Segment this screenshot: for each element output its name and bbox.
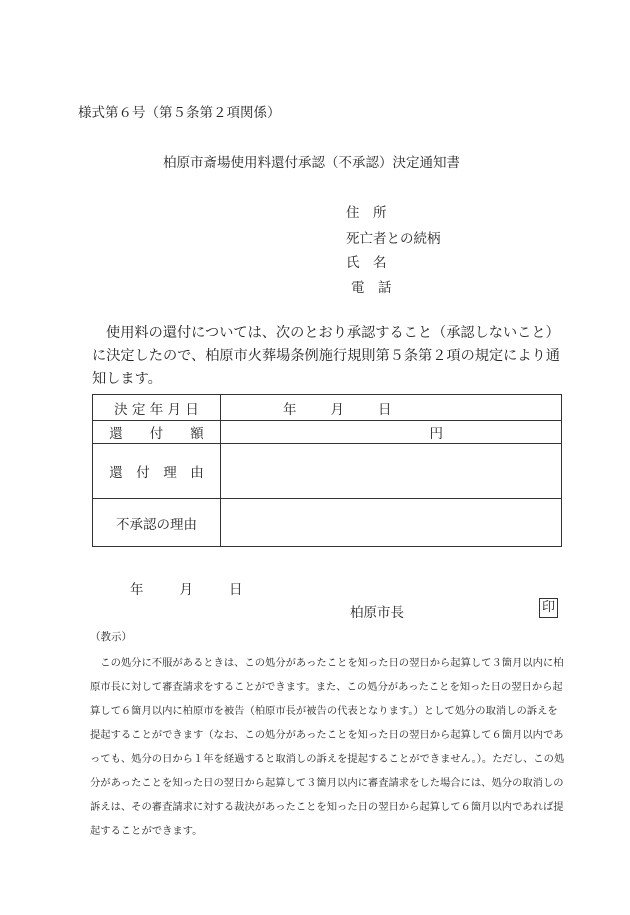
issue-date xyxy=(130,578,243,598)
name-label: 氏 名 xyxy=(346,255,387,271)
rejection-reason-label: 不承認の理由 xyxy=(93,499,221,547)
refund-reason-field[interactable] xyxy=(221,444,562,499)
rejection-reason-field[interactable] xyxy=(221,499,562,547)
decision-date-field[interactable] xyxy=(221,395,562,421)
issuer-name: 柏原市長 xyxy=(350,605,404,621)
issue-day-unit: 日 xyxy=(229,582,243,598)
document-title: 柏原市斎場使用料還付承認（不承認）決定通知書 xyxy=(163,155,460,171)
notice-heading: （教示） xyxy=(90,631,132,643)
yen-unit: 円 xyxy=(429,426,443,442)
table-row xyxy=(93,444,562,499)
table-row xyxy=(93,499,562,547)
issue-month-unit: 月 xyxy=(179,582,193,598)
amount-field[interactable] xyxy=(221,421,562,444)
table-row xyxy=(93,395,562,421)
year-unit: 年 xyxy=(283,401,297,418)
month-unit: 月 xyxy=(330,401,344,418)
relation-label: 死亡者との続柄 xyxy=(346,231,441,247)
table-row xyxy=(93,421,562,444)
decision-table xyxy=(92,394,562,547)
body-text: 使用料の還付については、次のとおり承認すること（承認しないこと）に決定したので、柏原市火葬場条例施行規則第５条第２項の規定により通知します。 xyxy=(92,325,560,387)
phone-label: 電 話 xyxy=(351,280,392,296)
notice-text: この処分に不服があるときは、この処分があったことを知った日の翌日から起算して３箇月以内に柏原市長に対して審査請求をすることができます。また、この処分があったことを知った日の翌日から起算して６箇月以内に柏原市を被告（柏原市長が被告の代表となります。）として処分の取消しの訴えを提起することができます（なお、この処分があったことを知った日の翌日から起算して６箇月以内であっても、処分の日から１年を経過すると取消しの訴えを提起することができません。）。ただし、この処分があったことを知った日の翌日から起算して３箇月以内に審査請求をした場合には、処分の取消しの訴えは、その審査請求に対する裁決があったことを知った日の翌日から起算して６箇月以内であれば提起することができます。 xyxy=(90,657,565,837)
refund-reason-label: 還 付 理 由 xyxy=(93,444,221,499)
seal-mark: 印 xyxy=(539,598,558,618)
issue-year-unit: 年 xyxy=(130,582,144,598)
form-number: 様式第６号（第５条第２項関係） xyxy=(78,105,281,121)
decision-date-label: 決 定 年 月 日 xyxy=(93,395,221,421)
day-unit: 日 xyxy=(378,401,392,418)
address-label: 住 所 xyxy=(346,205,387,221)
amount-label: 還 付 額 xyxy=(93,421,221,444)
